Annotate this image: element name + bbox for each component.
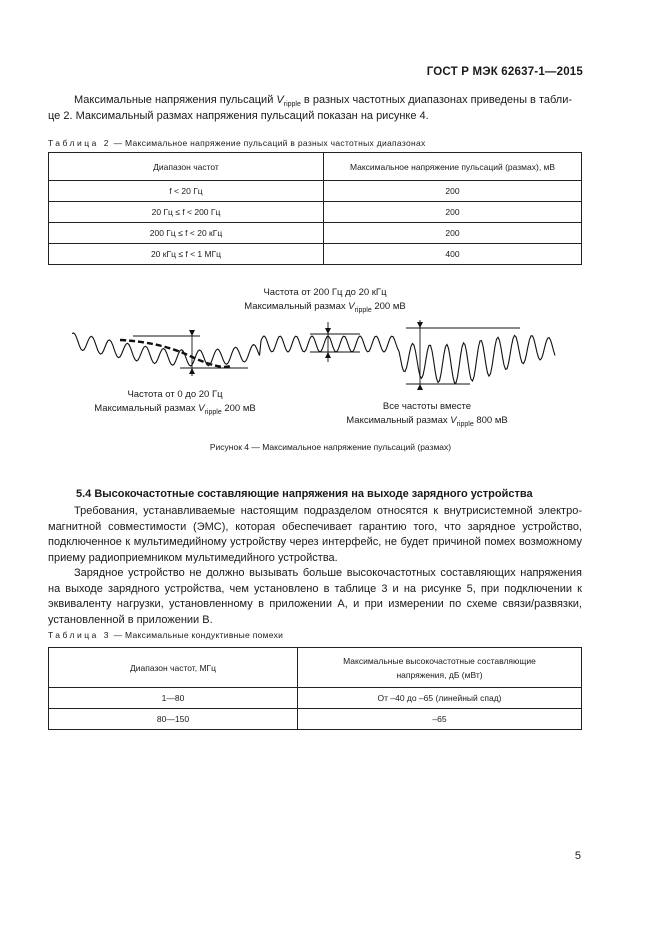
table2-value-cell: 200	[324, 202, 582, 223]
intro-line1-a: Максимальные напряжения пульсаций	[74, 94, 277, 106]
figure4-left-line1: Частота от 0 до 20 Гц	[127, 389, 223, 400]
figure4-top-line2-a: Максимальный размах	[244, 300, 349, 312]
figure4-label-left	[70, 388, 280, 419]
table-row	[49, 688, 582, 709]
table3-caption-label: Таблица 3	[48, 630, 111, 640]
figure4-label-top	[230, 286, 420, 317]
table2-freq-cell: f < 20 Гц	[49, 181, 324, 202]
figure4-right-line2-b: 800 мВ	[473, 414, 508, 426]
table2-header-value: Максимальное напряжение пульсаций (размах), мВ	[324, 153, 582, 181]
figure4-caption: Рисунок 4 — Максимальное напряжение пульсаций (размах)	[209, 442, 452, 452]
v-subscript: ripple	[354, 306, 372, 314]
page-number: 5	[574, 850, 581, 862]
document-code: ГОСТ Р МЭК 62637-1—2015	[426, 66, 583, 78]
table3	[48, 647, 582, 730]
table-row	[49, 223, 582, 244]
table2-freq-cell: 20 кГц ≤ f < 1 МГц	[49, 244, 324, 265]
intro-line2: це 2. Максимальный размах напряжения пульсаций показан на рисунке 4.	[48, 110, 429, 122]
v-subscript: ripple	[283, 101, 301, 109]
v-symbol: V	[450, 414, 457, 426]
v-subscript: ripple	[204, 408, 222, 416]
figure4-waveform	[60, 318, 570, 390]
figure4-right-line2-a: Максимальный размах	[346, 414, 451, 426]
figure4-top-line2-b: 200 мВ	[371, 300, 406, 312]
table2-caption	[48, 138, 426, 148]
figure4-top-line2	[230, 300, 420, 317]
table-row	[49, 244, 582, 265]
table2-value-cell: 200	[324, 223, 582, 244]
region2-arrowhead-top	[325, 328, 331, 334]
table2-caption-label: Таблица 2	[48, 138, 111, 148]
section-title: 5.4 Высокочастотные составляющие напряжения на выходе зарядного устройства	[76, 488, 533, 500]
region3-arrowhead-bottom	[417, 384, 423, 390]
table3-header-range: Диапазон частот, МГц	[49, 648, 298, 688]
table3-range-cell: 80—150	[49, 709, 298, 730]
table2-value-cell: 200	[324, 181, 582, 202]
table3-header-value: Максимальные высокочастотные составляющие напряжения, дБ (мВт)	[298, 648, 582, 688]
table-row	[49, 709, 582, 730]
table2-header-row	[49, 153, 582, 181]
ripple-wave	[72, 333, 555, 383]
table-row	[49, 202, 582, 223]
table2-value-cell: 400	[324, 244, 582, 265]
figure4-right-line2	[322, 414, 532, 431]
v-symbol: V	[348, 300, 355, 312]
region3-arrowhead-top	[417, 322, 423, 328]
table3-caption-text: — Максимальные кондуктивные помехи	[110, 630, 284, 640]
figure4-left-line2-a: Максимальный размах	[94, 402, 199, 414]
region2-arrowhead-bottom	[325, 352, 331, 358]
table3-caption	[48, 630, 283, 640]
table3-range-cell: 1—80	[49, 688, 298, 709]
intro-line1-b: в разных частотных диапазонах приведены в табли-	[300, 94, 573, 106]
figure4-label-right	[322, 400, 532, 431]
figure4-left-line2	[70, 402, 280, 419]
figure4-top-line1: Частота от 200 Гц до 20 кГц	[263, 287, 387, 298]
section-paragraph-2: Зарядное устройство не должно вызывать больше высокочастотных составляющих напряжения на выходе зарядного устройства, чем установлено в таблице 3 и на рисунке 5, при подключении к эквиваленту нагрузки, установленному в приложении А, и при измерении по схеме связи/развязки, установленной в приложении В.	[48, 567, 582, 626]
table3-value-cell: –65	[298, 709, 582, 730]
v-subscript: ripple	[456, 420, 474, 428]
table-row	[49, 181, 582, 202]
table2-caption-text: — Максимальное напряжение пульсаций в разных частотных диапазонах	[110, 138, 426, 148]
table2-freq-cell: 20 Гц ≤ f < 200 Гц	[49, 202, 324, 223]
v-symbol: V	[276, 94, 284, 106]
figure4-right-line1: Все частоты вместе	[382, 401, 472, 412]
table3-header-row	[49, 648, 582, 688]
table2-freq-cell: 200 Гц ≤ f < 20 кГц	[49, 223, 324, 244]
region1-arrowhead-bottom	[189, 368, 195, 374]
table2	[48, 152, 582, 265]
table2-header-freq: Диапазон частот	[49, 153, 324, 181]
region1-arrowhead-top	[189, 330, 195, 336]
figure4-left-line2-b: 200 мВ	[221, 402, 256, 414]
table3-value-cell: От –40 до –65 (линейный спад)	[298, 688, 582, 709]
v-symbol: V	[198, 402, 205, 414]
section-paragraph-1: Требования, устанавливаемые настоящим подразделом относятся к внутрисистемной электро-магнитной совместимости (ЭМС), которая обеспечивает гарантию того, что зарядное устройство, подключенное к мультимедийному устройству через интерфейс, не будет причиной помех возможному приему радиоприемником мультимедийного устройства.	[48, 505, 582, 564]
